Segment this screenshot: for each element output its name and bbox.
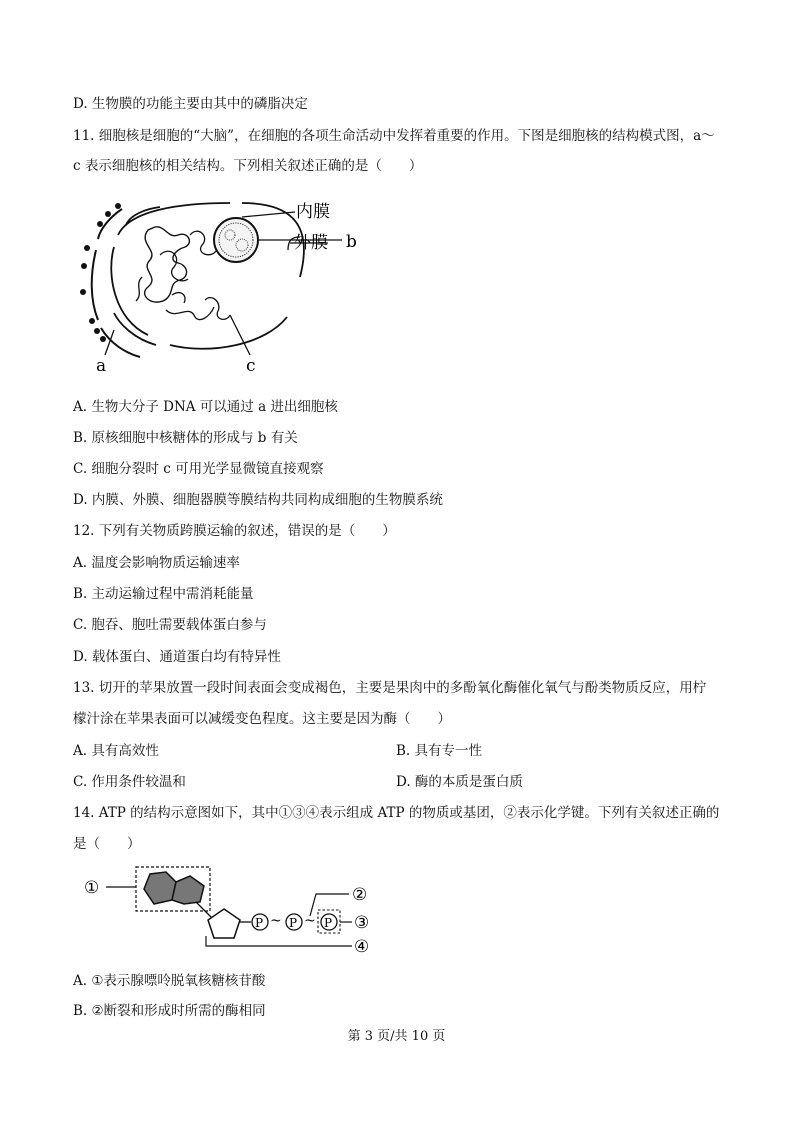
q12-option-d: D. 载体蛋白、通道蛋白均有特异性: [73, 649, 281, 665]
q11-stem-line1: 11. 细胞核是细胞的“大脑”，在细胞的各项生命活动中发挥着重要的作用。下图是细胞核的结构模式图，a～: [73, 128, 715, 144]
q13-option-c: C. 作用条件较温和: [73, 774, 186, 790]
adenine-ring-5: [172, 876, 204, 904]
atp-diagram: [84, 862, 384, 962]
label-outer-membrane: 外膜: [294, 233, 328, 253]
q11-option-b: B. 原核细胞中核糖体的形成与 b 有关: [73, 430, 298, 446]
label-a: a: [96, 356, 107, 376]
q10-option-d: D. 生物膜的功能主要由其中的磷脂决定: [73, 96, 308, 112]
q13-option-b: B. 具有专一性: [396, 743, 483, 759]
q12-option-b: B. 主动运输过程中需消耗能量: [73, 586, 254, 602]
phosphate-2-label: P: [289, 916, 298, 930]
nucleus-diagram: [70, 195, 380, 380]
q13-stem-line2: 檬汁涂在苹果表面可以减缓变色程度。这主要是因为酶（ ）: [73, 711, 451, 727]
q13-option-a: A. 具有高效性: [73, 743, 159, 759]
page-footer: 第 3 页/共 10 页: [347, 1029, 446, 1044]
nucleolus: [214, 218, 258, 262]
label-1: ①: [84, 878, 100, 898]
label-2: ②: [352, 885, 368, 905]
q14-stem-line1: 14. ATP 的结构示意图如下，其中①③④表示组成 ATP 的物质或基团，②表示化学键。下列有关叙述正确的: [73, 805, 720, 821]
label-c: c: [246, 356, 256, 376]
label-inner-membrane: 内膜: [296, 202, 330, 222]
label-4: ④: [354, 937, 370, 957]
phosphate-1-label: P: [255, 916, 264, 930]
q11-option-a: A. 生物大分子 DNA 可以通过 a 进出细胞核: [73, 399, 338, 415]
q11-option-d: D. 内膜、外膜、细胞器膜等膜结构共同构成细胞的生物膜系统: [73, 492, 443, 508]
high-energy-bond-1: ~: [270, 913, 282, 929]
phosphate-3-label: P: [324, 916, 333, 930]
ribose-icon: [208, 909, 240, 938]
q12-stem: 12. 下列有关物质跨膜运输的叙述，错误的是（ ）: [73, 523, 396, 539]
q13-option-d: D. 酶的本质是蛋白质: [396, 774, 523, 790]
q11-option-c: C. 细胞分裂时 c 可用光学显微镜直接观察: [73, 461, 324, 477]
q14-option-b: B. ②断裂和形成时所需的酶相同: [73, 1003, 266, 1019]
label-3: ③: [354, 913, 370, 933]
high-energy-bond-2: ~: [304, 913, 316, 929]
q14-stem-line2: 是（ ）: [73, 836, 141, 852]
adenine-ring-6: [144, 872, 176, 904]
q13-stem-line1: 13. 切开的苹果放置一段时间表面会变成褐色，主要是果肉中的多酚氧化酶催化氧气与酚类物质反应，用柠: [73, 680, 707, 696]
ribosome-dots: [80, 203, 121, 342]
q12-option-a: A. 温度会影响物质运输速率: [73, 555, 240, 571]
q12-option-c: C. 胞吞、胞吐需要载体蛋白参与: [73, 617, 267, 633]
q14-option-a: A. ①表示腺嘌呤脱氧核糖核苷酸: [73, 973, 266, 989]
label-b: b: [346, 232, 357, 252]
q11-stem-line2: c 表示细胞核的相关结构。下列相关叙述正确的是（ ）: [73, 158, 423, 174]
